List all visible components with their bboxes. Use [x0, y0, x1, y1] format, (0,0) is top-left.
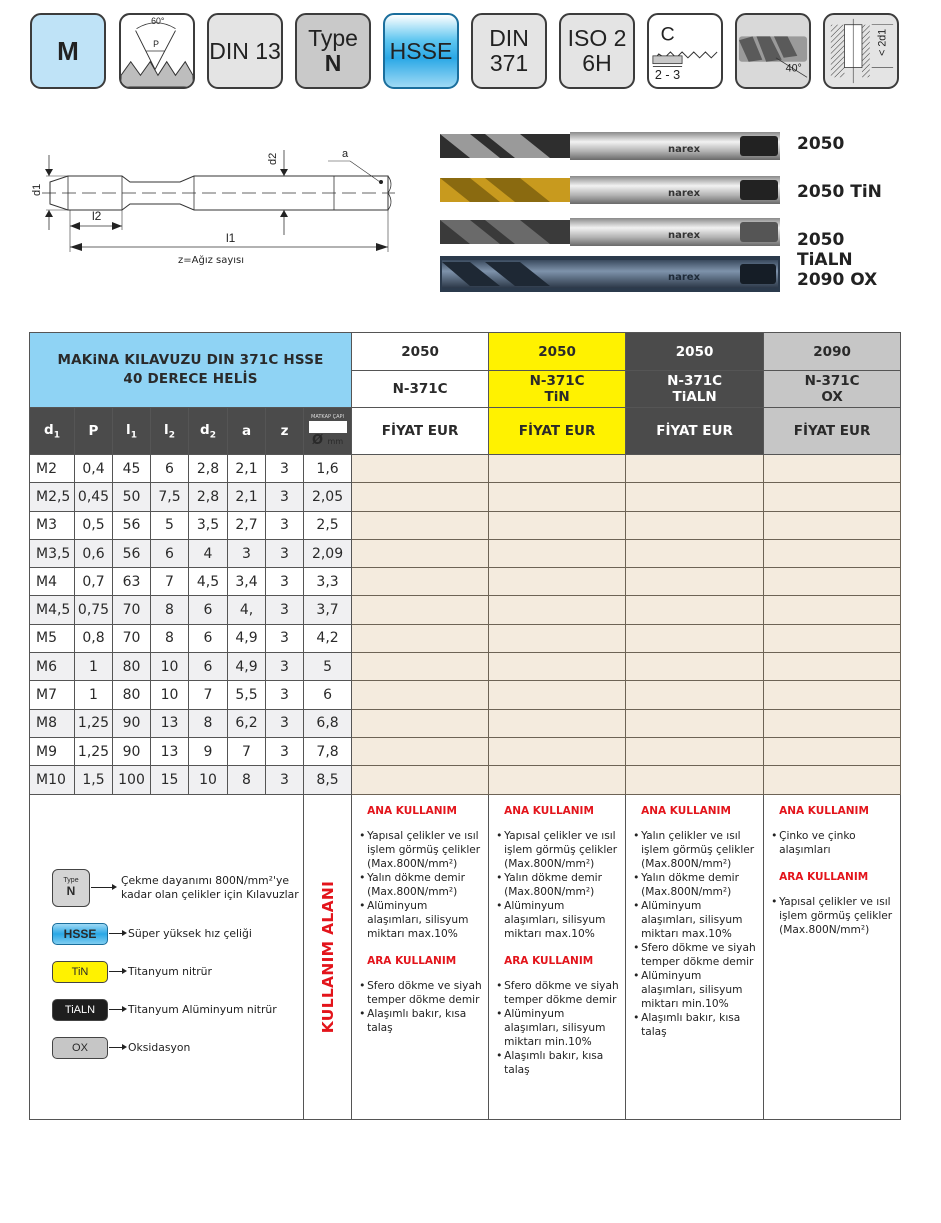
price-cell[interactable]	[489, 624, 626, 652]
cell-l2: 7,5	[151, 483, 189, 511]
usage-col-2050-tin	[489, 794, 626, 1119]
table-row	[30, 681, 901, 709]
svg-text:P: P	[153, 39, 159, 50]
usage-col-2090-ox	[764, 794, 901, 1119]
usage-list-item: • Sfero dökme ve siyah temper dökme demir	[633, 941, 757, 969]
cell-a: 3	[228, 539, 266, 567]
din13-icon	[207, 13, 283, 89]
cell-drill: 3,7	[304, 596, 352, 624]
cell-d1: M4	[30, 568, 75, 596]
drill-bit-icon	[309, 421, 347, 433]
cell-z: 3	[266, 455, 304, 483]
product-label: 2050 TiALN	[797, 230, 853, 270]
price-cell[interactable]	[764, 483, 901, 511]
price-cell[interactable]	[489, 596, 626, 624]
usage-area-label: KULLANIM ALANI	[318, 880, 337, 1033]
main-usage-list	[359, 829, 482, 941]
cell-l1: 50	[113, 483, 151, 511]
cell-z: 3	[266, 539, 304, 567]
price-cell[interactable]	[626, 511, 764, 539]
arrow-icon	[109, 971, 123, 973]
usage-list-item: • Yalın dökme demir (Max.800N/mm²)	[633, 871, 757, 899]
cell-d1: M5	[30, 624, 75, 652]
chamfer-icon	[647, 13, 723, 89]
usage-list-item: • Alüminyum alaşımları, silisyum miktarı max.10%	[359, 899, 482, 941]
cell-d2: 4,5	[189, 568, 228, 596]
iso2-6h-icon	[559, 13, 635, 89]
hsse-icon	[383, 13, 459, 89]
price-cell[interactable]	[352, 539, 489, 567]
price-cell[interactable]	[764, 624, 901, 652]
column-code: 2050	[352, 333, 489, 371]
cell-l1: 70	[113, 596, 151, 624]
price-header: FİYAT EUR	[489, 408, 626, 455]
legend-text: Titanyum nitrür	[128, 964, 212, 978]
cell-z: 3	[266, 737, 304, 765]
cell-drill: 1,6	[304, 455, 352, 483]
tialn-badge: TiALN	[52, 999, 108, 1021]
usage-list-item: • Sfero dökme ve siyah temper dökme demir	[496, 979, 619, 1007]
cell-d1: M8	[30, 709, 75, 737]
product-label: 2050 TiN	[797, 182, 882, 202]
usage-list-item: • Alüminyum alaşımları, silisyum miktarı min.10%	[633, 969, 757, 1011]
svg-text:a: a	[342, 148, 349, 160]
cell-a: 2,7	[228, 511, 266, 539]
column-name-line2: TiN	[544, 389, 570, 405]
price-cell[interactable]	[352, 511, 489, 539]
cell-drill: 3,3	[304, 568, 352, 596]
svg-text:< 2d1: < 2d1	[876, 28, 889, 56]
table-title	[30, 333, 352, 408]
usage-list-item: • Çinko ve çinko alaşımları	[771, 829, 894, 857]
cell-d2: 2,8	[189, 455, 228, 483]
price-cell[interactable]	[626, 455, 764, 483]
cell-z: 3	[266, 653, 304, 681]
cell-l1: 70	[113, 624, 151, 652]
table-row	[30, 455, 901, 483]
cell-d1: M6	[30, 653, 75, 681]
price-cell[interactable]	[489, 737, 626, 765]
price-header: FİYAT EUR	[626, 408, 764, 455]
hsse-badge: HSSE	[52, 923, 108, 945]
hsse-label: HSSE	[389, 37, 453, 64]
legend-text: Oksidasyon	[128, 1040, 191, 1054]
iso-line2: 6H	[582, 50, 612, 76]
din371-line2: 371	[489, 50, 529, 76]
usage-list-item: • Alaşımlı bakır, kısa talaş	[633, 1011, 757, 1039]
thread-depth-icon	[823, 13, 899, 89]
type-n-icon	[295, 13, 371, 89]
cell-l1: 80	[113, 653, 151, 681]
cell-p: 1	[75, 681, 113, 709]
column-name-line1: N-371C	[529, 373, 585, 389]
usage-list-item: • Alüminyum alaşımları, silisyum miktarı max.10%	[496, 899, 619, 941]
svg-text:narex: narex	[668, 144, 701, 155]
price-cell[interactable]	[352, 653, 489, 681]
cell-d2: 4	[189, 539, 228, 567]
cell-d1: M2,5	[30, 483, 75, 511]
price-cell[interactable]	[626, 653, 764, 681]
svg-text:narex: narex	[668, 188, 701, 199]
cell-z: 3	[266, 766, 304, 794]
cell-d2: 6	[189, 624, 228, 652]
arrow-icon	[109, 1047, 123, 1049]
svg-text:l2: l2	[92, 209, 102, 223]
din371-icon	[471, 13, 547, 89]
cell-l1: 56	[113, 539, 151, 567]
price-cell[interactable]	[352, 455, 489, 483]
tap-dimension-drawing	[30, 140, 400, 270]
price-cell[interactable]	[489, 681, 626, 709]
table-row	[30, 653, 901, 681]
feature-icon-row	[30, 13, 910, 91]
price-cell[interactable]	[626, 766, 764, 794]
price-cell[interactable]	[489, 511, 626, 539]
svg-text:2 - 3: 2 - 3	[654, 68, 681, 83]
cell-l1: 63	[113, 568, 151, 596]
cell-z: 3	[266, 624, 304, 652]
usage-area-label-cell	[304, 794, 352, 1119]
cell-p: 1,5	[75, 766, 113, 794]
cell-z: 3	[266, 681, 304, 709]
helix-angle-icon	[735, 13, 811, 89]
table-row	[30, 483, 901, 511]
table-row	[30, 568, 901, 596]
svg-text:C: C	[660, 23, 675, 46]
metric-label: M	[57, 35, 79, 66]
usage-list-item: • Yalın dökme demir (Max.800N/mm²)	[359, 871, 482, 899]
price-cell[interactable]	[489, 568, 626, 596]
cell-a: 2,1	[228, 455, 266, 483]
column-name	[626, 371, 764, 408]
price-cell[interactable]	[626, 483, 764, 511]
column-name-line1: N-371C	[804, 373, 860, 389]
price-cell[interactable]	[764, 681, 901, 709]
price-cell[interactable]	[626, 539, 764, 567]
cell-l2: 13	[151, 709, 189, 737]
price-cell[interactable]	[489, 483, 626, 511]
price-cell[interactable]	[489, 653, 626, 681]
cell-drill: 7,8	[304, 737, 352, 765]
iso-line1: ISO 2	[567, 25, 627, 51]
price-cell[interactable]	[626, 568, 764, 596]
price-cell[interactable]	[764, 511, 901, 539]
arrow-icon	[109, 1009, 123, 1011]
drawing-caption: z=Ağız sayısı	[178, 255, 245, 266]
usage-list-item: • Alüminyum alaşımları, silisyum miktarı max.10%	[633, 899, 757, 941]
usage-col-2050	[352, 794, 489, 1119]
cell-d1: M2	[30, 455, 75, 483]
usage-list-item: • Alaşımlı bakır, kısa talaş	[359, 1007, 482, 1035]
cell-drill: 6,8	[304, 709, 352, 737]
product-image-2050-tialn	[440, 214, 780, 250]
cell-z: 3	[266, 511, 304, 539]
cell-l2: 6	[151, 539, 189, 567]
product-photos	[440, 126, 900, 296]
table-row	[30, 709, 901, 737]
cell-a: 4,	[228, 596, 266, 624]
table-title-line2: 40 DERECE HELİS	[123, 371, 258, 387]
cell-l1: 90	[113, 737, 151, 765]
cell-p: 0,45	[75, 483, 113, 511]
cell-d2: 6	[189, 653, 228, 681]
arrow-icon	[91, 887, 113, 889]
price-cell[interactable]	[352, 483, 489, 511]
cell-drill: 6	[304, 681, 352, 709]
column-name	[352, 371, 489, 408]
column-name	[489, 371, 626, 408]
svg-text:narex: narex	[668, 230, 701, 241]
secondary-usage-heading: ARA KULLANIM	[504, 954, 594, 967]
cell-l2: 7	[151, 568, 189, 596]
type-value: N	[324, 50, 342, 76]
svg-text:d2: d2	[267, 152, 279, 165]
secondary-usage-heading: ARA KULLANIM	[367, 954, 457, 967]
price-cell[interactable]	[352, 681, 489, 709]
cell-a: 6,2	[228, 709, 266, 737]
price-cell[interactable]	[764, 596, 901, 624]
product-label: 2090 OX	[797, 270, 878, 290]
cell-z: 3	[266, 709, 304, 737]
table-row	[30, 624, 901, 652]
cell-p: 0,7	[75, 568, 113, 596]
main-usage-list	[771, 829, 894, 857]
cell-l2: 10	[151, 681, 189, 709]
legend-text: Süper yüksek hız çeliği	[128, 926, 252, 940]
cell-l1: 90	[113, 709, 151, 737]
cell-l2: 6	[151, 455, 189, 483]
table-row	[30, 766, 901, 794]
header-d2: $d_2$	[189, 408, 228, 455]
table-row	[30, 539, 901, 567]
price-cell[interactable]	[626, 737, 764, 765]
price-header: FİYAT EUR	[764, 408, 901, 455]
legend-item-hsse	[52, 915, 312, 953]
column-code: 2050	[626, 333, 764, 371]
table-title-line1: MAKiNA KILAVUZU DIN 371C HSSE	[57, 352, 324, 368]
cell-p: 1,25	[75, 737, 113, 765]
din13-label: DIN 13	[209, 37, 281, 64]
usage-col-2050-tialn	[626, 794, 764, 1119]
cell-p: 0,5	[75, 511, 113, 539]
price-table	[29, 332, 901, 1120]
cell-p: 0,75	[75, 596, 113, 624]
table-row	[30, 596, 901, 624]
tin-badge: TiN	[52, 961, 108, 983]
price-cell[interactable]	[352, 624, 489, 652]
cell-d2: 9	[189, 737, 228, 765]
legend-text: Çekme dayanımı 800N/mm²'ye kadar olan çelikler için Kılavuzlar	[121, 873, 299, 901]
column-code: 2090	[764, 333, 901, 371]
main-usage-heading: ANA KULLANIM	[779, 804, 869, 817]
cell-d2: 7	[189, 681, 228, 709]
price-cell[interactable]	[626, 681, 764, 709]
cell-l1: 56	[113, 511, 151, 539]
cell-d1: M7	[30, 681, 75, 709]
cell-drill: 2,5	[304, 511, 352, 539]
price-cell[interactable]	[489, 766, 626, 794]
main-usage-heading: ANA KULLANIM	[641, 804, 731, 817]
price-cell[interactable]	[489, 709, 626, 737]
product-image-2050	[440, 128, 780, 164]
svg-text:narex: narex	[668, 272, 701, 283]
cell-d2: 10	[189, 766, 228, 794]
column-name-line2: TiALN	[672, 389, 717, 405]
header-l2: $l_2$	[151, 408, 189, 455]
column-name-line1: N-371C	[667, 373, 723, 389]
cell-p: 0,6	[75, 539, 113, 567]
legend-item-type-n	[52, 861, 312, 915]
price-cell[interactable]	[764, 766, 901, 794]
svg-text:d1: d1	[31, 183, 43, 196]
cell-d1: M4,5	[30, 596, 75, 624]
price-cell[interactable]	[764, 539, 901, 567]
price-cell[interactable]	[352, 709, 489, 737]
price-cell[interactable]	[764, 709, 901, 737]
cell-a: 3,4	[228, 568, 266, 596]
cell-a: 4,9	[228, 653, 266, 681]
table-row	[30, 511, 901, 539]
cell-a: 7	[228, 737, 266, 765]
legend-text: Titanyum Alüminyum nitrür	[128, 1002, 277, 1016]
cell-p: 0,4	[75, 455, 113, 483]
main-usage-heading: ANA KULLANIM	[504, 804, 594, 817]
cell-l1: 100	[113, 766, 151, 794]
cell-l2: 15	[151, 766, 189, 794]
main-usage-list	[633, 829, 757, 1039]
type-label: Type	[308, 25, 358, 51]
secondary-usage-list	[496, 979, 619, 1077]
legend-item-ox	[52, 1029, 312, 1067]
svg-text:60°: 60°	[151, 15, 165, 26]
column-code: 2050	[489, 333, 626, 371]
price-cell[interactable]	[764, 653, 901, 681]
main-usage-list	[496, 829, 619, 941]
secondary-usage-list	[771, 895, 894, 937]
cell-d1: M3,5	[30, 539, 75, 567]
svg-text:l1: l1	[226, 231, 236, 245]
cell-z: 3	[266, 483, 304, 511]
header-a: a	[228, 408, 266, 455]
product-image-2050-tin	[440, 172, 780, 208]
usage-list-item: • Sfero dökme ve siyah temper dökme demir	[359, 979, 482, 1007]
cell-drill: 2,09	[304, 539, 352, 567]
svg-text:40°: 40°	[785, 62, 802, 75]
price-cell[interactable]	[626, 624, 764, 652]
cell-drill: 8,5	[304, 766, 352, 794]
price-cell[interactable]	[352, 766, 489, 794]
legend-item-tin	[52, 953, 312, 991]
price-cell[interactable]	[489, 539, 626, 567]
arrow-icon	[109, 933, 123, 935]
cell-l2: 13	[151, 737, 189, 765]
cell-l1: 45	[113, 455, 151, 483]
cell-d2: 3,5	[189, 511, 228, 539]
cell-p: 1,25	[75, 709, 113, 737]
price-header: FİYAT EUR	[352, 408, 489, 455]
price-cell[interactable]	[352, 596, 489, 624]
product-image-2090-ox	[440, 256, 780, 292]
column-name-line1: N-371C	[392, 381, 448, 397]
cell-d2: 2,8	[189, 483, 228, 511]
price-cell[interactable]	[764, 455, 901, 483]
cell-z: 3	[266, 596, 304, 624]
ox-badge: OX	[52, 1037, 108, 1059]
cell-l2: 5	[151, 511, 189, 539]
usage-list-item: • Yalın çelikler ve ısıl işlem görmüş çelikler (Max.800N/mm²)	[633, 829, 757, 871]
header-drill-diameter	[304, 408, 352, 455]
main-usage-heading: ANA KULLANIM	[367, 804, 457, 817]
header-l1: $l_1$	[113, 408, 151, 455]
cell-drill: 4,2	[304, 624, 352, 652]
cell-p: 1	[75, 653, 113, 681]
secondary-usage-list	[359, 979, 482, 1035]
cell-a: 2,1	[228, 483, 266, 511]
cell-l2: 8	[151, 596, 189, 624]
cell-l1: 80	[113, 681, 151, 709]
drill-caption: MATKAP ÇAPI	[311, 414, 345, 420]
cell-l2: 8	[151, 624, 189, 652]
cell-d2: 8	[189, 709, 228, 737]
usage-list-item: • Alaşımlı bakır, kısa talaş	[496, 1049, 619, 1077]
type-n-badge: Type N	[52, 869, 90, 907]
cell-l2: 10	[151, 653, 189, 681]
legend-panel	[30, 794, 304, 1119]
price-cell[interactable]	[489, 455, 626, 483]
usage-list-item: • Alüminyum alaşımları, silisyum miktarı min.10%	[496, 1007, 619, 1049]
legend-item-tialn	[52, 991, 312, 1029]
cell-a: 8	[228, 766, 266, 794]
header-p: P	[75, 408, 113, 455]
price-cell[interactable]	[352, 568, 489, 596]
cell-a: 4,9	[228, 624, 266, 652]
thread-angle-icon	[119, 13, 195, 89]
header-z: z	[266, 408, 304, 455]
header-d1: $d_1$	[30, 408, 75, 455]
price-cell[interactable]	[352, 737, 489, 765]
usage-list-item: • Yalın dökme demir (Max.800N/mm²)	[496, 871, 619, 899]
cell-d1: M9	[30, 737, 75, 765]
table-row	[30, 737, 901, 765]
price-cell[interactable]	[764, 568, 901, 596]
din371-line1: DIN	[489, 25, 529, 51]
metric-thread-icon	[30, 13, 106, 89]
cell-drill: 5	[304, 653, 352, 681]
price-cell[interactable]	[626, 596, 764, 624]
usage-list-item: • Yapısal çelikler ve ısıl işlem görmüş çelikler (Max.800N/mm²)	[496, 829, 619, 871]
price-cell[interactable]	[626, 709, 764, 737]
price-cell[interactable]	[764, 737, 901, 765]
product-label: 2050	[797, 134, 845, 154]
cell-z: 3	[266, 568, 304, 596]
cell-d1: M10	[30, 766, 75, 794]
column-name	[764, 371, 901, 408]
cell-a: 5,5	[228, 681, 266, 709]
cell-drill: 2,05	[304, 483, 352, 511]
usage-list-item: • Yapısal çelikler ve ısıl işlem görmüş çelikler (Max.800N/mm²)	[771, 895, 894, 937]
cell-d2: 6	[189, 596, 228, 624]
cell-p: 0,8	[75, 624, 113, 652]
diameter-icon: Ø mm	[311, 433, 344, 448]
usage-list-item: • Yapısal çelikler ve ısıl işlem görmüş çelikler (Max.800N/mm²)	[359, 829, 482, 871]
cell-d1: M3	[30, 511, 75, 539]
secondary-usage-heading: ARA KULLANIM	[779, 870, 869, 883]
column-name-line2: OX	[821, 389, 843, 405]
